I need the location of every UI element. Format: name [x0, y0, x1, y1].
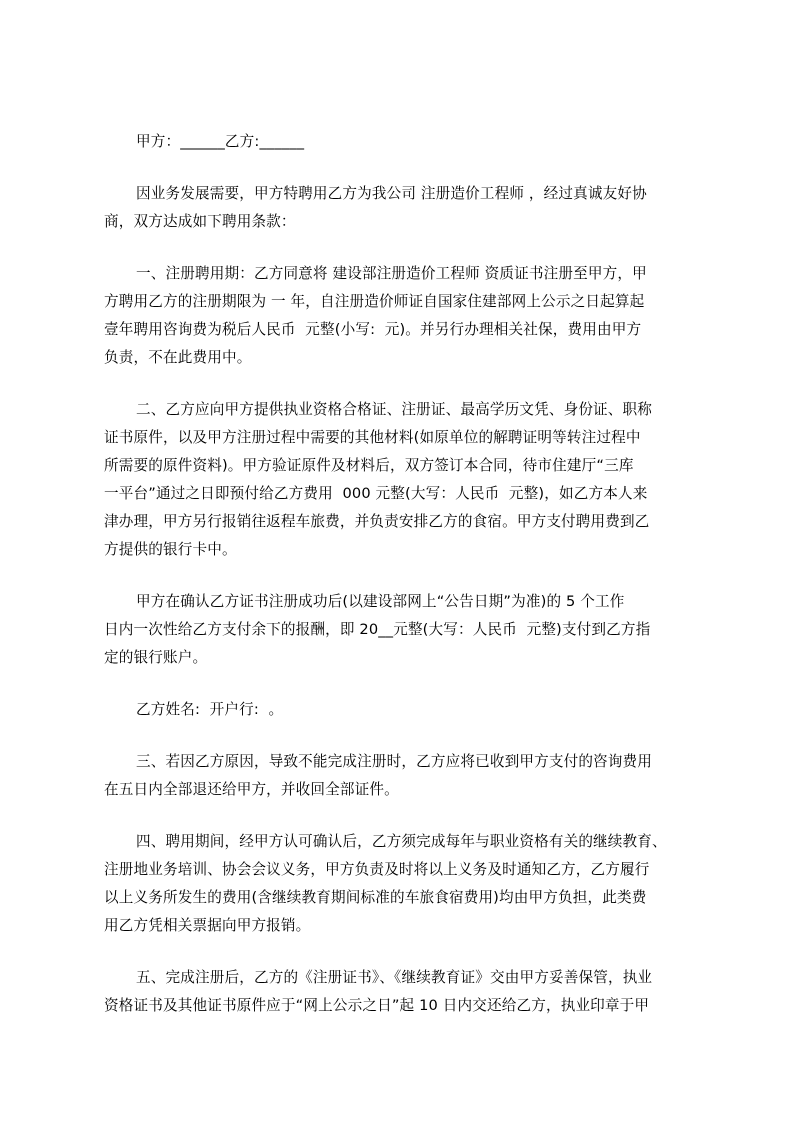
paragraph-line: 定的银行账户。: [104, 649, 208, 666]
paragraph-line: 因业务发展需要，甲方特聘用乙方为我公司 注册造价工程师 ，经过真诚友好协: [136, 185, 647, 202]
paragraph-line: 二、乙方应向甲方提供执业资格合格证、注册证、最高学历文凭、身份证、职称: [136, 401, 653, 418]
paragraph-intro: [104, 180, 704, 236]
paragraph-line: 用乙方凭相关票据向甲方报销。: [104, 917, 311, 934]
paragraph-line: 三、若因乙方原因，导致不能完成注册时，乙方应将已收到甲方支付的咨询费用: [136, 753, 653, 770]
paragraph-line: 五、完成注册后，乙方的《注册证书》、《继续教育证》交由甲方妥善保管，执业: [136, 969, 653, 986]
paragraph-line: 乙方姓名: 开户行: 。: [136, 701, 284, 718]
paragraph-clause-2: [104, 396, 704, 564]
paragraph-line: 日内一次性给乙方支付余下的报酬，即 20__元整(大写：人民币 元整)支付到乙方指: [104, 621, 651, 638]
paragraph-clause-1: [104, 260, 704, 372]
paragraph-clause-4: [104, 828, 704, 940]
paragraph-clause-3: [104, 748, 704, 804]
paragraph-line: 四、聘用期间，经甲方认可确认后，乙方须完成每年与职业资格有关的继续教育、: [136, 833, 667, 850]
party-line: [104, 128, 704, 156]
document-body: [104, 128, 704, 1044]
paragraph-line: 证书原件，以及甲方注册过程中需要的其他材料(如原单位的解聘证明等转注过程中: [104, 429, 641, 446]
paragraph-line: 注册地业务培训、协会会议义务，甲方负责及时将以上义务及时通知乙方，乙方履行: [104, 861, 650, 878]
paragraph-line: 以上义务所发生的费用(含继续教育期间标准的车旅食宿费用)均由甲方负担，此类费: [104, 889, 647, 906]
paragraph-line: 资格证书及其他证书原件应于“网上公示之日”起 10 日内交还给乙方，执业印章于甲: [104, 997, 650, 1014]
paragraph-line: 津办理，甲方另行报销往返程车旅费，并负责安排乙方的食宿。甲方支付聘用费到乙: [104, 513, 650, 530]
paragraph-account: [104, 696, 704, 724]
paragraph-line: 甲方在确认乙方证书注册成功后(以建设部网上“公告日期”为准)的 5 个工作: [136, 593, 625, 610]
paragraph-line: 一平台”通过之日即预付给乙方费用 000 元整(大写：人民币 元整)，如乙方本人来: [104, 485, 648, 502]
paragraph-line: 壹年聘用咨询费为税后人民币 元整(小写: 元)。并另行办理相关社保，费用由甲方: [104, 321, 642, 338]
paragraph-line: 方聘用乙方的注册期限为 一 年，自注册造价师证自国家住建部网上公示之日起算起: [104, 293, 645, 310]
paragraph-line: 所需要的原件资料)。甲方验证原件及材料后，双方签订本合同，待市住建厅“三库: [104, 457, 634, 474]
paragraph-line: 一、注册聘用期：乙方同意将 建设部注册造价工程师 资质证书注册至甲方，甲: [136, 265, 647, 282]
paragraph-line: 在五日内全部退还给甲方，并收回全部证件。: [104, 781, 399, 798]
party-line-text: 甲方：______乙方:______: [136, 133, 305, 150]
paragraph-line: 商，双方达成如下聘用条款：: [104, 213, 296, 230]
paragraph-line: 方提供的银行卡中。: [104, 541, 237, 558]
paragraph-line: 负责，不在此费用中。: [104, 349, 252, 366]
paragraph-payment: [104, 588, 704, 672]
paragraph-clause-5: [104, 964, 704, 1020]
